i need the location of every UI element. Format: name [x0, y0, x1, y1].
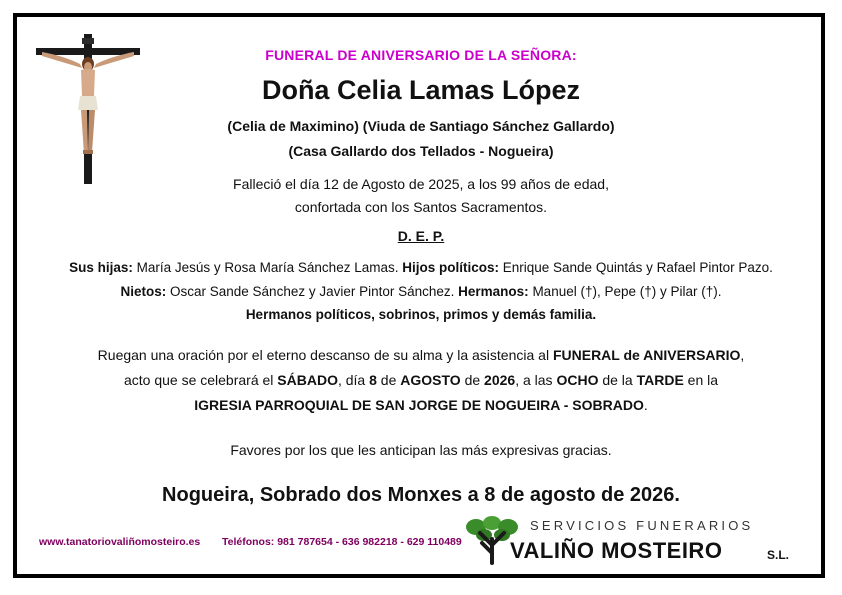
prayer-line-3 — [0, 397, 842, 413]
prayer-text: acto que se celebrará el — [123, 372, 278, 388]
funeral-type: FUNERAL de ANIVERSARIO — [552, 347, 741, 363]
notice-header: FUNERAL DE ANIVERSARIO DE LA SEÑORA: — [265, 47, 577, 63]
daughters-label: Sus hijas: — [69, 260, 133, 275]
church-name: IGRESIA PARROQUIAL DE SAN JORGE DE NOGUEIRA - SOBRADO — [194, 397, 644, 413]
grandchildren-label: Nietos: — [120, 284, 167, 299]
siblings-names: Manuel (†), Pepe (†) y Pilar (†). — [528, 284, 722, 299]
prayer-text: de — [376, 372, 401, 388]
logo-name: VALIÑO MOSTEIRO — [510, 538, 723, 563]
grandchildren-names: Oscar Sande Sánchez y Javier Pintor Sánchez. — [166, 284, 459, 299]
family-line-children — [0, 260, 842, 275]
dep-label: D. E. P. — [397, 228, 445, 244]
alias-line: (Celia de Maximino) (Viuda de Santiago Sánchez Gallardo) — [227, 118, 615, 134]
event-day: 8 — [369, 372, 377, 388]
logo-subtitle: SERVICIOS FUNERARIOS — [530, 518, 754, 533]
event-time-of-day: TARDE — [636, 372, 684, 388]
logo-suffix: S.L. — [767, 548, 790, 562]
daughters-names: María Jesús y Rosa María Sánchez Lamas. — [132, 260, 403, 275]
prayer-line-1 — [0, 347, 842, 363]
family-line-others: Hermanos políticos, sobrinos, primos y demás familia. — [245, 307, 597, 322]
phone-numbers: Teléfonos: 981 787654 - 636 982218 - 629 110489 — [222, 536, 462, 548]
deceased-name: Doña Celia Lamas López — [261, 75, 581, 105]
prayer-text: de la — [598, 372, 637, 388]
death-info-line-2: confortada con los Santos Sacramentos. — [294, 199, 548, 215]
death-info-line-1: Falleció el día 12 de Agosto de 2025, a los 99 años de edad, — [233, 176, 609, 192]
prayer-line-2 — [0, 372, 842, 388]
prayer-text: en la — [683, 372, 719, 388]
prayer-text: Ruegan una oración por el eterno descanso de su alma y la asistencia al — [97, 347, 553, 363]
prayer-text: de — [460, 372, 485, 388]
siblings-label: Hermanos: — [458, 284, 529, 299]
prayer-punct: , — [740, 347, 745, 363]
family-line-grandchildren — [0, 284, 842, 299]
event-year: 2026 — [484, 372, 516, 388]
company-logo — [462, 515, 807, 565]
sons-in-law-names: Enrique Sande Quintás y Rafael Pintor Pazo. — [499, 260, 773, 275]
website-link[interactable]: www.tanatoriovaliñomosteiro.es — [39, 536, 201, 548]
place-date-line: Nogueira, Sobrado dos Monxes a 8 de agosto de 2026. — [162, 484, 680, 506]
event-month: AGOSTO — [400, 372, 461, 388]
event-hour: OCHO — [556, 372, 599, 388]
prayer-text: , día — [337, 372, 370, 388]
event-weekday: SÁBADO — [277, 372, 338, 388]
prayer-text: , a las — [515, 372, 557, 388]
prayer-punct: . — [643, 397, 648, 413]
house-line: (Casa Gallardo dos Tellados - Nogueira) — [288, 143, 554, 159]
thanks-line: Favores por los que les anticipan las más expresivas gracias. — [230, 442, 612, 458]
sons-in-law-label: Hijos políticos: — [402, 260, 499, 275]
